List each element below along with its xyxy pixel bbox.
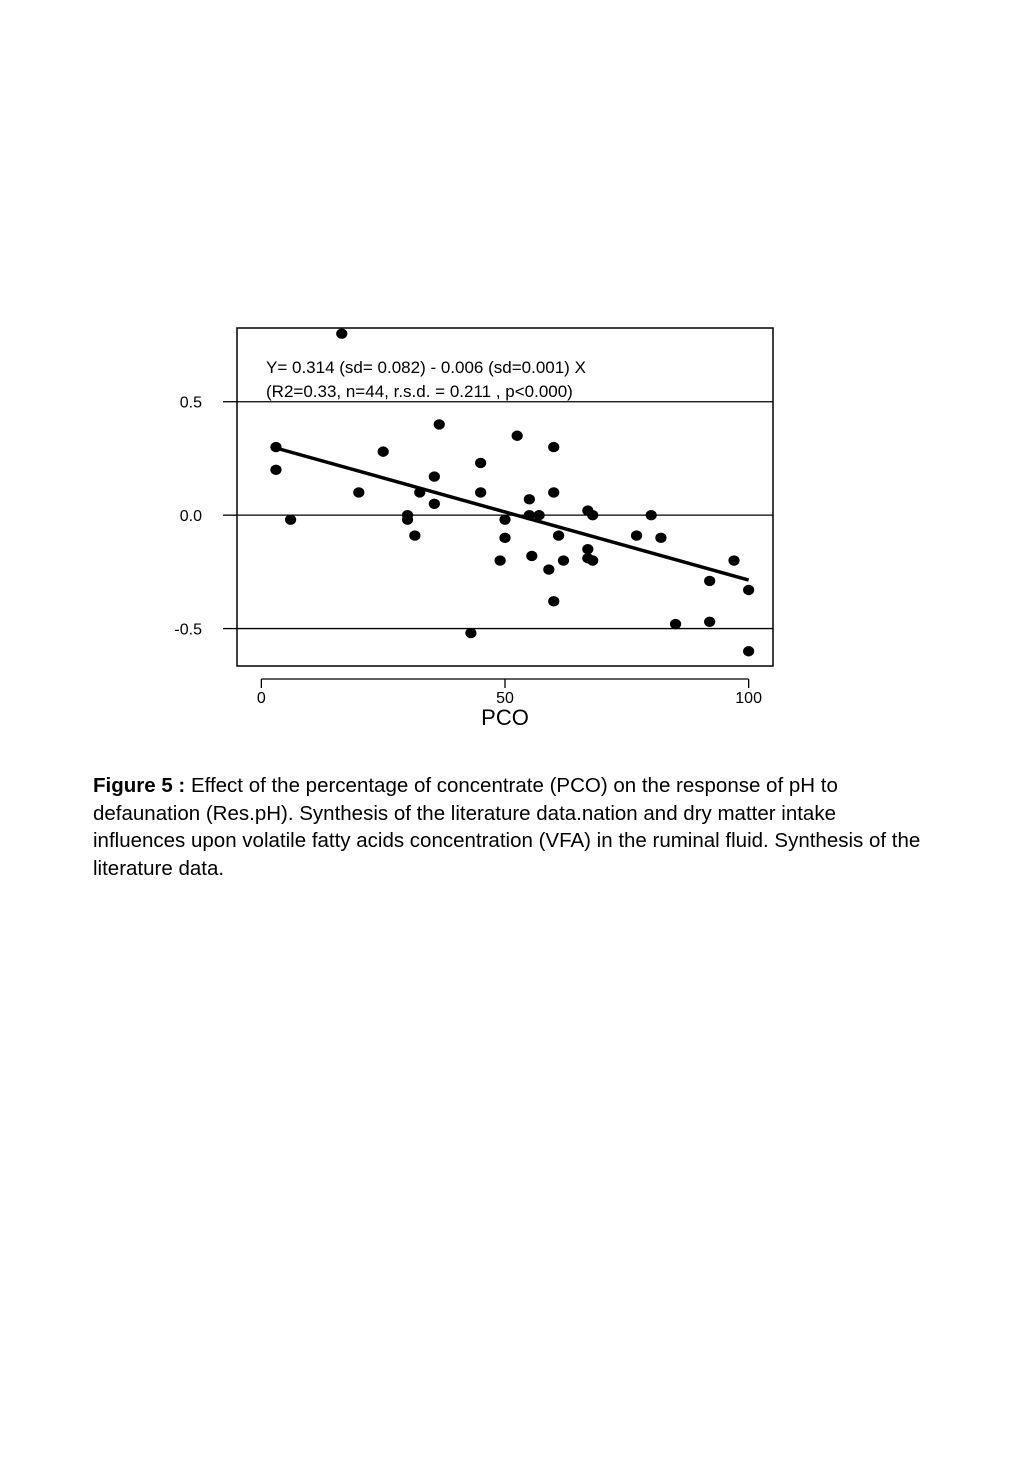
data-point [270,442,281,452]
data-point [743,646,754,656]
data-point [429,499,440,509]
x-tick-label: 100 [735,690,762,707]
data-point [414,487,425,497]
y-tick-label: -0.5 [174,621,202,639]
data-point [548,487,559,497]
data-point [475,458,486,468]
data-point [512,431,523,441]
regression-line [276,448,749,580]
regression-equation: Y= 0.314 (sd= 0.082) - 0.006 (sd=0.001) X [266,358,586,377]
data-point [524,494,535,504]
data-point [270,465,281,475]
regression-stats: (R2=0.33, n=44, r.s.d. = 0.211 , p<0.000) [266,382,573,401]
data-point [465,628,476,638]
data-point [378,446,389,456]
data-point [587,555,598,565]
data-point [558,555,569,565]
data-point [655,533,666,543]
y-tick-label: 0.0 [179,508,202,526]
data-point [499,514,510,524]
caption-text: Effect of the percentage of concentrate (PCO) on the response of pH to defaunation (Res.pH). Synthesis of the literature data.nation and dry matter intake influences upon volatile fatty acids concentration (VFA) in the ruminal fluid. Synthesis of the literature data. [93,774,921,880]
figure-caption [93,772,933,882]
data-point [336,328,347,338]
data-point [434,419,445,429]
data-point [582,544,593,554]
data-point [495,555,506,565]
data-point [402,514,413,524]
data-point [646,510,657,520]
data-point [285,514,296,524]
y-tick-label: 0.5 [179,394,202,412]
data-point [475,487,486,497]
data-point [704,576,715,586]
data-point [429,471,440,481]
data-point [526,551,537,561]
x-tick-label: 0 [256,690,266,707]
data-points [270,328,754,656]
data-point [553,530,564,540]
data-point [587,510,598,520]
data-point [499,533,510,543]
data-point [353,487,364,497]
data-point [409,530,420,540]
x-tick-label: 50 [496,690,514,707]
x-axis-label: PCO [481,705,529,730]
data-point [548,442,559,452]
data-point [548,596,559,606]
data-point [728,555,739,565]
data-point [631,530,642,540]
x-axis [257,679,762,707]
y-axis [174,395,237,639]
data-point [743,585,754,595]
data-point [534,510,545,520]
data-point [670,619,681,629]
caption-label: Figure 5 : [93,774,186,797]
plot-frame [237,328,773,666]
data-point [543,564,554,574]
data-point [704,617,715,627]
data-point [524,510,535,520]
